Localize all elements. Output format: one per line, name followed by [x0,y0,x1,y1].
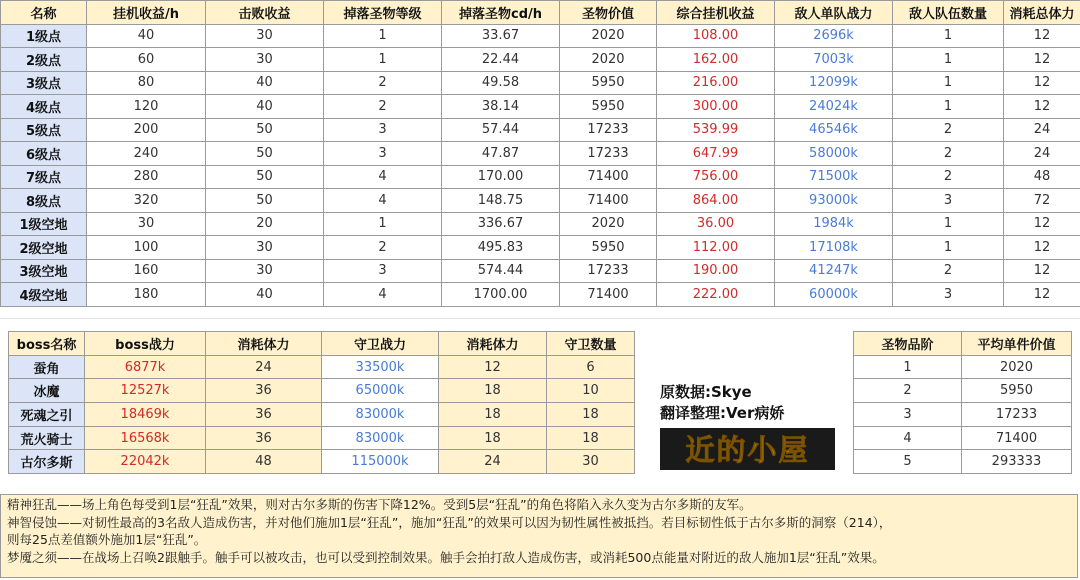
col-header: 守卫战力 [322,332,439,356]
table-row [9,403,635,427]
row-label: 死魂之引 [9,403,85,427]
table-cell: 71400 [962,426,1072,450]
table-cell: 12 [439,355,547,379]
table-cell: 1 [893,212,1004,236]
table-cell: 3 [324,142,442,166]
table-cell: 293333 [962,450,1072,474]
table-cell: 2 [324,236,442,260]
col-header: 敌人单队战力 [775,1,893,25]
table-cell: 10 [547,379,635,403]
table-cell: 50 [206,165,324,189]
relic-table-body [854,355,1072,473]
table-cell: 756.00 [657,165,775,189]
row-label: 1级点 [1,24,87,48]
notes-box [0,494,1078,578]
table-cell: 12527k [85,379,206,403]
table-row [854,403,1072,427]
table-row [9,450,635,474]
table-cell: 2 [893,259,1004,283]
table-cell: 1 [324,212,442,236]
table-cell: 83000k [322,426,439,450]
table-row [1,118,1080,142]
table-cell: 33.67 [442,24,560,48]
table-cell: 12 [1004,259,1080,283]
note-line: 梦魇之须——在战场上召唤2跟触手。触手可以被攻击，也可以受到控制效果。触手会拍打敌人造成伤害，或消耗500点能量对附近的敌人施加1层“狂乱”效果。 [7,549,885,565]
income-table-body [1,24,1080,306]
note-line: 神智侵蚀——对韧性最高的3名敌人造成伤害，并对他们施加1层“狂乱”，施加“狂乱”的效果可以因为韧性属性被抵挡。若目标韧性低于古尔多斯的洞察（214）， [7,514,892,530]
table-cell: 200 [87,118,206,142]
table-cell: 864.00 [657,189,775,213]
row-label: 荒火骑士 [9,426,85,450]
table-cell: 574.44 [442,259,560,283]
table-row [1,283,1080,307]
table-cell: 36 [206,403,322,427]
table-cell: 30 [87,212,206,236]
table-cell: 12 [1004,24,1080,48]
table-row [9,355,635,379]
col-header: 掉落圣物cd/h [442,1,560,25]
table-cell: 24 [1004,142,1080,166]
col-header: 挂机收益/h [87,1,206,25]
table-cell: 58000k [775,142,893,166]
table-row [1,48,1080,72]
table-cell: 17233 [962,403,1072,427]
table-cell: 12099k [775,71,893,95]
table-cell: 48 [1004,165,1080,189]
col-header: 名称 [1,1,87,25]
row-label: 2 [854,379,962,403]
table-cell: 115000k [322,450,439,474]
row-label: 5级点 [1,118,87,142]
table-cell: 2 [324,71,442,95]
table-cell: 57.44 [442,118,560,142]
table-cell: 6877k [85,355,206,379]
table-cell: 20 [206,212,324,236]
table-cell: 46546k [775,118,893,142]
col-header: 掉落圣物等级 [324,1,442,25]
row-label: 7级点 [1,165,87,189]
table-cell: 71400 [560,165,657,189]
table-cell: 3 [893,189,1004,213]
table-cell: 1 [893,95,1004,119]
table-cell: 22042k [85,450,206,474]
boss-header-row [9,332,635,356]
table-cell: 3 [324,118,442,142]
table-cell: 40 [206,95,324,119]
table-row [9,426,635,450]
table-row [1,95,1080,119]
col-header: 击败收益 [206,1,324,25]
row-label: 2级点 [1,48,87,72]
table-cell: 30 [206,259,324,283]
table-cell: 3 [324,259,442,283]
table-cell: 48 [206,450,322,474]
row-label: 3级点 [1,71,87,95]
table-row [9,379,635,403]
table-cell: 222.00 [657,283,775,307]
table-cell: 71400 [560,283,657,307]
table-cell: 50 [206,189,324,213]
table-cell: 80 [87,71,206,95]
table-cell: 320 [87,189,206,213]
table-cell: 1 [893,24,1004,48]
col-header: boss名称 [9,332,85,356]
table-cell: 148.75 [442,189,560,213]
credits [660,382,784,424]
table-row [1,236,1080,260]
table-cell: 18 [439,379,547,403]
table-cell: 1984k [775,212,893,236]
relic-header-row [854,332,1072,356]
table-cell: 539.99 [657,118,775,142]
logo-text: 近的小屋 [685,433,810,467]
table-cell: 16568k [85,426,206,450]
table-cell: 17233 [560,259,657,283]
table-cell: 160 [87,259,206,283]
table-cell: 17108k [775,236,893,260]
row-label: 1 [854,355,962,379]
table-row [854,379,1072,403]
table-cell: 17233 [560,118,657,142]
row-label: 6级点 [1,142,87,166]
table-row [1,212,1080,236]
table-cell: 47.87 [442,142,560,166]
table-cell: 5950 [560,95,657,119]
table-cell: 6 [547,355,635,379]
table-cell: 336.67 [442,212,560,236]
col-header: 消耗体力 [439,332,547,356]
table-cell: 72 [1004,189,1080,213]
table-cell: 30 [547,450,635,474]
table-cell: 12 [1004,71,1080,95]
table-cell: 18 [547,403,635,427]
row-label: 4 [854,426,962,450]
table-cell: 71400 [560,189,657,213]
table-cell: 50 [206,142,324,166]
table-cell: 2 [324,95,442,119]
table-cell: 300.00 [657,95,775,119]
income-header-row [1,1,1080,25]
table-cell: 5950 [560,71,657,95]
table-row [1,165,1080,189]
table-cell: 71500k [775,165,893,189]
row-label: 3 [854,403,962,427]
table-cell: 12 [1004,283,1080,307]
table-row [1,142,1080,166]
table-cell: 60 [87,48,206,72]
col-header: 消耗总体力 [1004,1,1080,25]
table-cell: 162.00 [657,48,775,72]
table-row [1,189,1080,213]
table-cell: 30 [206,24,324,48]
table-cell: 36.00 [657,212,775,236]
row-label: 1级空地 [1,212,87,236]
table-cell: 24 [1004,118,1080,142]
table-row [1,71,1080,95]
credit-source: 原数据:Skye [660,383,752,401]
row-label: 8级点 [1,189,87,213]
table-cell: 2696k [775,24,893,48]
table-row [1,259,1080,283]
table-cell: 93000k [775,189,893,213]
relic-value-table [853,331,1072,474]
row-label: 蚕角 [9,355,85,379]
row-label: 5 [854,450,962,474]
table-cell: 65000k [322,379,439,403]
table-cell: 24024k [775,95,893,119]
table-cell: 18 [439,403,547,427]
table-cell: 30 [206,236,324,260]
col-header: 综合挂机收益 [657,1,775,25]
table-cell: 49.58 [442,71,560,95]
table-cell: 30 [206,48,324,72]
col-header: boss战力 [85,332,206,356]
col-header: 消耗体力 [206,332,322,356]
table-cell: 112.00 [657,236,775,260]
table-cell: 216.00 [657,71,775,95]
table-cell: 2 [893,118,1004,142]
col-header: 圣物价值 [560,1,657,25]
col-header: 守卫数量 [547,332,635,356]
site-logo [660,428,835,470]
table-cell: 280 [87,165,206,189]
row-label: 古尔多斯 [9,450,85,474]
boss-table-body [9,355,635,473]
table-cell: 2020 [560,212,657,236]
table-cell: 3 [893,283,1004,307]
note-line: 则每25点差值额外施加1层“狂乱”。 [7,532,207,547]
table-cell: 5950 [560,236,657,260]
table-cell: 83000k [322,403,439,427]
table-cell: 647.99 [657,142,775,166]
table-cell: 40 [206,71,324,95]
note-line: 精神狂乱——场上角色每受到1层“狂乱”效果，则对古尔多斯的伤害下降12%。受到5层“狂乱”的角色将陷入永久变为古尔多斯的友军。 [7,497,752,512]
table-cell: 4 [324,165,442,189]
row-label: 4级点 [1,95,87,119]
table-cell: 12 [1004,48,1080,72]
table-cell: 190.00 [657,259,775,283]
table-cell: 60000k [775,283,893,307]
row-label: 3级空地 [1,259,87,283]
table-cell: 33500k [322,355,439,379]
table-cell: 17233 [560,142,657,166]
table-row [854,355,1072,379]
table-cell: 7003k [775,48,893,72]
table-cell: 100 [87,236,206,260]
table-cell: 38.14 [442,95,560,119]
table-cell: 1 [893,236,1004,260]
table-cell: 180 [87,283,206,307]
table-cell: 108.00 [657,24,775,48]
table-cell: 41247k [775,259,893,283]
table-row [854,450,1072,474]
table-cell: 12 [1004,236,1080,260]
table-cell: 40 [206,283,324,307]
table-cell: 24 [206,355,322,379]
table-cell: 1 [324,24,442,48]
col-header: 平均单件价值 [962,332,1072,356]
table-row [854,426,1072,450]
credit-translator: 翻译整理:Ver病娇 [660,404,785,422]
row-label: 冰魔 [9,379,85,403]
table-cell: 50 [206,118,324,142]
table-cell: 18469k [85,403,206,427]
table-cell: 12 [1004,95,1080,119]
table-cell: 12 [1004,212,1080,236]
col-header: 圣物品阶 [854,332,962,356]
table-cell: 36 [206,426,322,450]
table-cell: 1 [324,48,442,72]
table-cell: 240 [87,142,206,166]
table-cell: 2 [893,142,1004,166]
table-cell: 1 [893,71,1004,95]
table-cell: 2020 [962,355,1072,379]
table-cell: 2020 [560,48,657,72]
table-cell: 18 [439,426,547,450]
table-cell: 4 [324,283,442,307]
table-cell: 40 [87,24,206,48]
table-cell: 495.83 [442,236,560,260]
table-cell: 36 [206,379,322,403]
boss-table [8,331,635,474]
table-cell: 4 [324,189,442,213]
row-label: 4级空地 [1,283,87,307]
table-cell: 18 [547,426,635,450]
table-row [1,24,1080,48]
table-cell: 2 [893,165,1004,189]
table-cell: 1700.00 [442,283,560,307]
table-cell: 1 [893,48,1004,72]
table-cell: 22.44 [442,48,560,72]
table-cell: 170.00 [442,165,560,189]
table-cell: 2020 [560,24,657,48]
table-cell: 5950 [962,379,1072,403]
table-cell: 120 [87,95,206,119]
row-label: 2级空地 [1,236,87,260]
table-cell: 24 [439,450,547,474]
col-header: 敌人队伍数量 [893,1,1004,25]
